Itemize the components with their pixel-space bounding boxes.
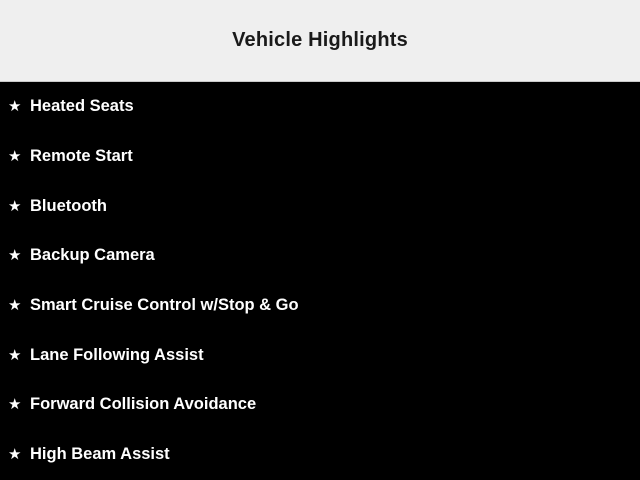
list-item: [0, 380, 640, 430]
list-item-label: Bluetooth: [30, 196, 107, 215]
list-item-label: Backup Camera: [30, 246, 155, 265]
list-item-label: Forward Collision Avoidance: [30, 395, 257, 414]
list-item: [0, 181, 640, 231]
list-item-label: Lane Following Assist: [30, 345, 204, 364]
star-icon: ★: [8, 148, 22, 166]
list-item-label: Smart Cruise Control w/Stop & Go: [30, 296, 299, 315]
star-icon: ★: [8, 247, 22, 265]
list-item-label: Remote Start: [30, 147, 133, 166]
star-icon: ★: [8, 346, 22, 364]
highlights-list: [0, 82, 640, 480]
list-item: [0, 82, 640, 132]
list-item: [0, 281, 640, 331]
star-icon: ★: [8, 396, 22, 414]
vehicle-highlights-header: [0, 0, 640, 82]
list-item-label: Heated Seats: [30, 97, 134, 116]
star-icon: ★: [8, 446, 22, 464]
page-title: Vehicle Highlights: [232, 29, 408, 51]
list-item: [0, 430, 640, 480]
list-item: [0, 231, 640, 281]
list-item-label: High Beam Assist: [30, 445, 170, 464]
star-icon: ★: [8, 98, 22, 116]
list-item: [0, 132, 640, 182]
list-item: [0, 330, 640, 380]
star-icon: ★: [8, 197, 22, 215]
star-icon: ★: [8, 297, 22, 315]
